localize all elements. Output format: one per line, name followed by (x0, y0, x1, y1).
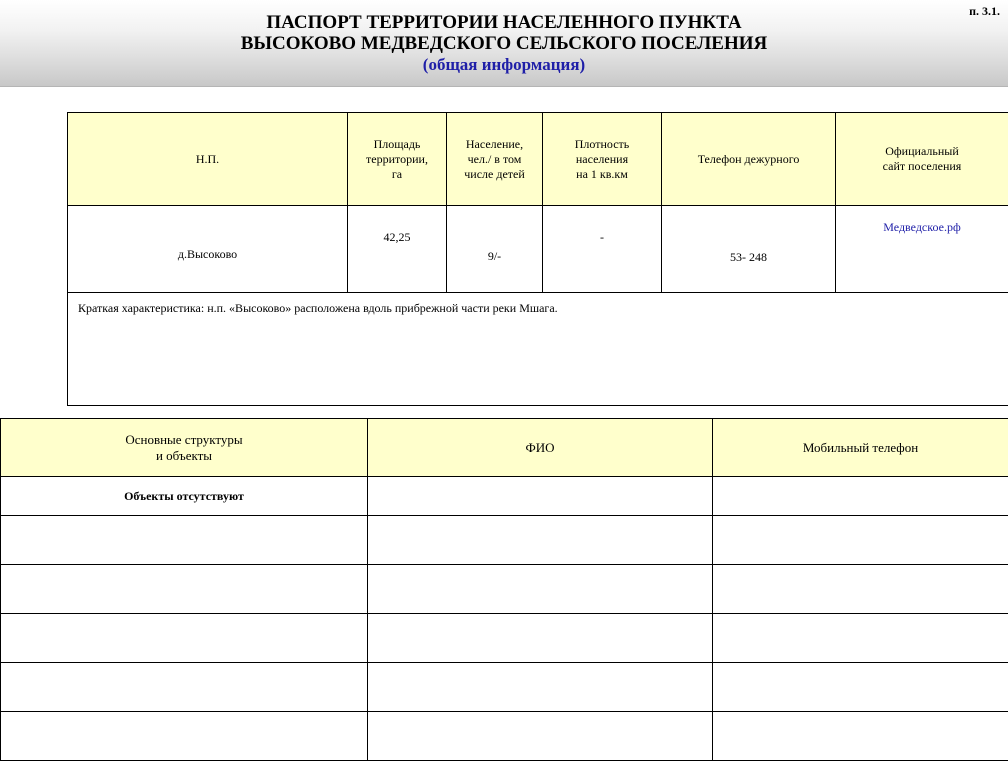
short-description: Краткая характеристика: н.п. «Высоково» расположена вдоль прибрежной части реки Мшага. (68, 293, 1008, 406)
cell-fio (368, 614, 713, 663)
cell-mobile (713, 516, 1008, 565)
cell-density: - (543, 206, 662, 293)
settlement-info-table (67, 112, 1008, 406)
header-official-site: Официальный сайт поселения (836, 113, 1008, 206)
cell-area: 42,25 (348, 206, 447, 293)
info-header-row (68, 113, 1008, 206)
cell-mobile (713, 614, 1008, 663)
header-np: Н.П. (68, 113, 348, 206)
cell-duty-phone: 53- 248 (662, 206, 836, 293)
cell-fio (368, 477, 713, 516)
cell-official-site (836, 206, 1008, 293)
description-row (68, 293, 1008, 406)
objects-header-row (1, 419, 1008, 477)
page-title-line-1: ПАСПОРТ ТЕРРИТОРИИ НАСЕЛЕННОГО ПУНКТА (0, 12, 1008, 33)
cell-fio (368, 663, 713, 712)
cell-structure (1, 663, 368, 712)
page-title-line-2: ВЫСОКОВО МЕДВЕДСКОГО СЕЛЬСКОГО ПОСЕЛЕНИЯ (0, 33, 1008, 54)
header-mobile-phone: Мобильный телефон (713, 419, 1008, 477)
table-row (1, 565, 1008, 614)
page-reference: п. 3.1. (969, 4, 1000, 19)
page-subtitle: (общая информация) (0, 54, 1008, 75)
cell-mobile (713, 477, 1008, 516)
table-row (1, 614, 1008, 663)
cell-np: д.Высоково (68, 206, 348, 293)
cell-structure (1, 712, 368, 761)
page-header (0, 0, 1008, 87)
cell-structure (1, 565, 368, 614)
header-area: Площадь территории, га (348, 113, 447, 206)
table-row (1, 477, 1008, 516)
header-density: Плотность населения на 1 кв.км (543, 113, 662, 206)
table-row (1, 663, 1008, 712)
cell-fio (368, 565, 713, 614)
info-data-row (68, 206, 1008, 293)
header-duty-phone: Телефон дежурного (662, 113, 836, 206)
header-population: Население, чел./ в том числе детей (447, 113, 543, 206)
table-row (1, 516, 1008, 565)
cell-structure: Объекты отсутствуют (1, 477, 368, 516)
objects-table (0, 418, 1008, 761)
header-fio: ФИО (368, 419, 713, 477)
header-structures: Основные структуры и объекты (1, 419, 368, 477)
cell-mobile (713, 565, 1008, 614)
cell-fio (368, 712, 713, 761)
cell-structure (1, 614, 368, 663)
cell-structure (1, 516, 368, 565)
cell-fio (368, 516, 713, 565)
cell-mobile (713, 663, 1008, 712)
table-row (1, 712, 1008, 761)
cell-population: 9/- (447, 206, 543, 293)
official-site-link[interactable]: Медведское.рф (883, 220, 960, 234)
cell-mobile (713, 712, 1008, 761)
